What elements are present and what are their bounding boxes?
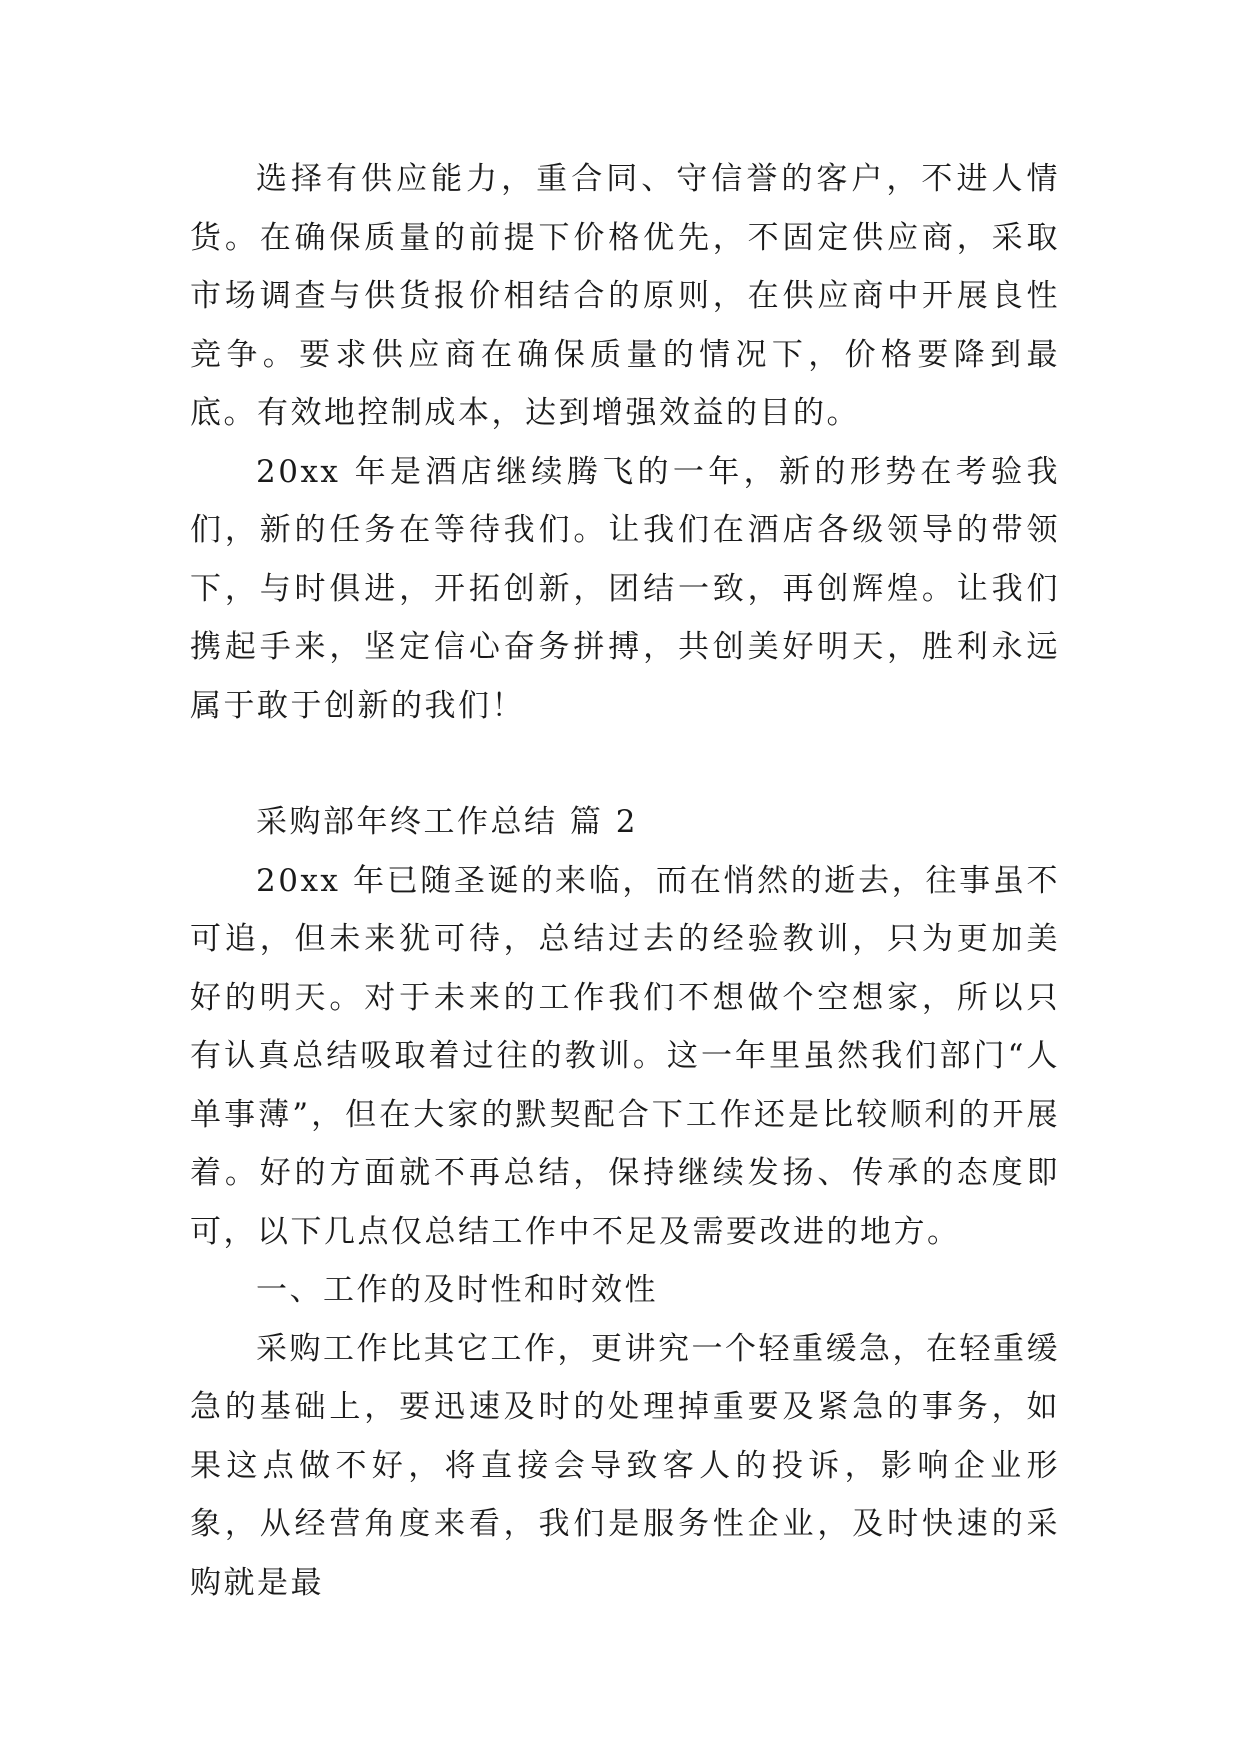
document-page (190, 150, 1060, 1612)
section-title: 采购部年终工作总结 篇 2 (256, 804, 638, 840)
paragraph-supplier-selection: 选择有供应能力，重合同、守信誉的客户，不进人情货。在确保质量的前提下价格优先，不固定供应商，采取市场调查与供货报价相结合的原则，在供应商中开展良性竞争。要求供应商在确保质量的情况下，价格要降到最底。有效地控制成本，达到增强效益的目的。 (190, 161, 1060, 431)
subheading-timeliness: 一、工作的及时性和时效性 (256, 1272, 658, 1308)
section-spacer (190, 735, 1060, 793)
paragraph-year-review: 20xx 年已随圣诞的来临，而在悄然的逝去，往事虽不可追，但未来犹可待，总结过去的经验教训，只为更加美好的明天。对于未来的工作我们不想做个空想家，所以只有认真总结吸取着过往的教训。这一年里虽然我们部门“人单事薄”，但在大家的默契配合下工作还是比较顺利的开展着。好的方面就不再总结，保持继续发扬、传承的态度即可，以下几点仅总结工作中不足及需要改进的地方。 (190, 862, 1060, 1250)
paragraph-purchasing-priorities: 采购工作比其它工作，更讲究一个轻重缓急，在轻重缓急的基础上，要迅速及时的处理掉重要及紧急的事务，如果这点做不好，将直接会导致客人的投诉，影响企业形象，从经营角度来看，我们是服务性企业，及时快速的采购就是最 (190, 1330, 1060, 1601)
paragraph-new-year-outlook: 20xx 年是酒店继续腾飞的一年，新的形势在考验我们，新的任务在等待我们。让我们在酒店各级领导的带领下，与时俱进，开拓创新，团结一致，再创辉煌。让我们携起手来，坚定信心奋务拼搏，共创美好明天，胜利永远属于敢于创新的我们！ (190, 453, 1060, 724)
